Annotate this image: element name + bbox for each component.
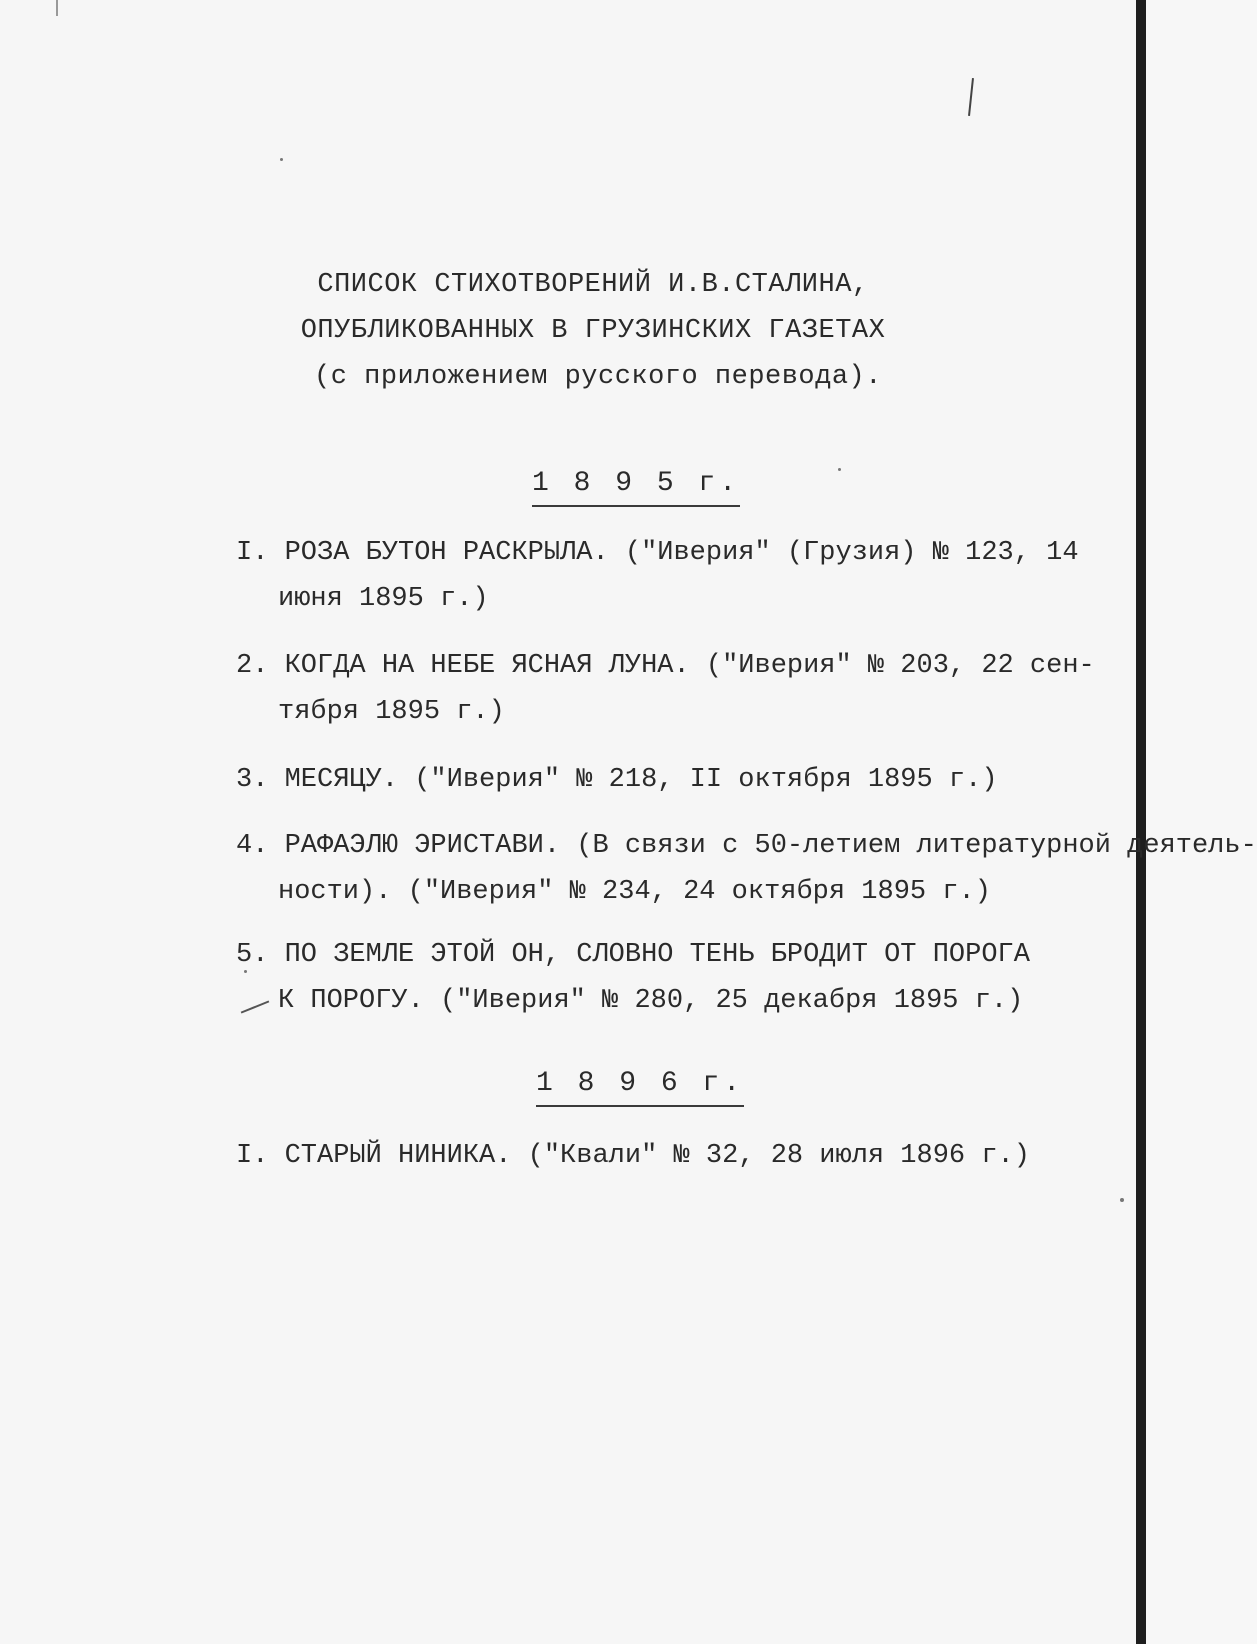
title-line-3: (с приложением русского перевода). (314, 362, 882, 392)
entry-line (236, 823, 1257, 869)
list-item (236, 643, 1095, 735)
entry-number: 3. (236, 765, 269, 795)
entry-continuation: тября 1895 г.) (278, 697, 505, 727)
entry-line (236, 1133, 1030, 1179)
paper-speck (280, 158, 283, 161)
title-line-1: СПИСОК СТИХОТВОРЕНИЙ И.В.СТАЛИНА, (317, 270, 869, 300)
entry-line (236, 932, 1030, 978)
entry-number: 4. (236, 831, 269, 861)
entry-continuation: К ПОРОГУ. ("Иверия" № 280, 25 декабря 1895 г.) (278, 986, 1024, 1016)
page-number (968, 78, 974, 116)
scan-edge (1136, 0, 1146, 1644)
entry-text: РАФАЭЛЮ ЭРИСТАВИ. (В связи с 50-летием литературной деятель- (284, 831, 1257, 861)
entry-number: I. (236, 538, 269, 568)
entry-line (236, 757, 998, 803)
entry-line (236, 643, 1095, 689)
list-item (236, 1133, 1030, 1179)
year-heading-1895: 1 8 9 5 г. (532, 468, 740, 507)
list-item (236, 823, 1257, 915)
entry-continuation: ности). ("Иверия" № 234, 24 октября 1895 г.) (278, 877, 991, 907)
entry-continuation: июня 1895 г.) (278, 584, 489, 614)
entry-text: РОЗА БУТОН РАСКРЫЛА. ("Иверия" (Грузия) № 123, 14 (284, 538, 1079, 568)
year-heading-1896: 1 8 9 6 г. (536, 1068, 744, 1107)
entry-text: СТАРЫЙ НИНИКА. ("Квали" № 32, 28 июля 1896 г.) (284, 1141, 1030, 1171)
paper-speck (1120, 1198, 1124, 1202)
entry-number: I. (236, 1141, 269, 1171)
title-line-2: ОПУБЛИКОВАННЫХ В ГРУЗИНСКИХ ГАЗЕТАХ (300, 316, 886, 346)
entry-number: 5. (236, 940, 269, 970)
list-item (236, 932, 1030, 1024)
entry-text: МЕСЯЦУ. ("Иверия" № 218, II октября 1895 г.) (284, 765, 998, 795)
scan-mark (56, 0, 58, 16)
paper-speck (838, 468, 841, 471)
entry-text: ПО ЗЕМЛЕ ЭТОЙ ОН, СЛОВНО ТЕНЬ БРОДИТ ОТ ПОРОГА (284, 940, 1030, 970)
entry-line (236, 530, 1079, 576)
entry-text: КОГДА НА НЕБЕ ЯСНАЯ ЛУНА. ("Иверия" № 203, 22 сен- (284, 651, 1095, 681)
list-item (236, 530, 1079, 622)
entry-number: 2. (236, 651, 269, 681)
document-title (0, 262, 1146, 400)
list-item (236, 757, 998, 803)
